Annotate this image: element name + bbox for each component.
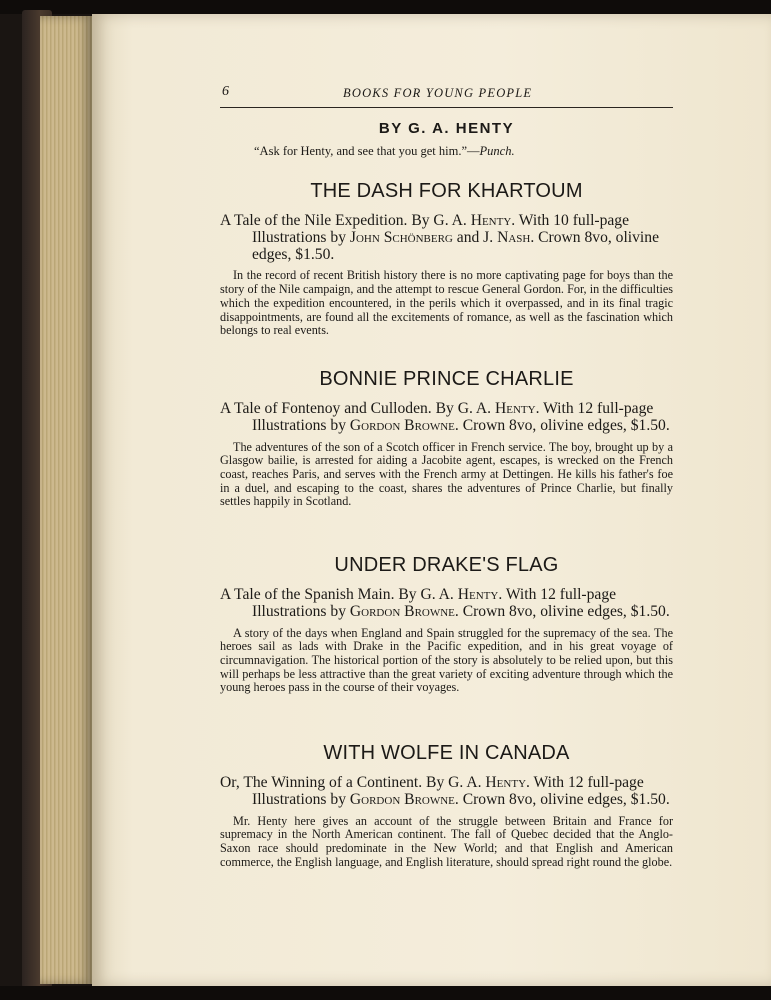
desc-text: . With 12 full-page Illustrations by — [252, 400, 654, 434]
book-entry — [220, 742, 673, 869]
page-number: 6 — [222, 84, 229, 99]
running-title: BOOKS FOR YOUNG PEOPLE — [343, 86, 533, 100]
desc-text: Or, The Winning of a Continent. By G. A. — [220, 774, 486, 791]
book-description — [220, 775, 673, 809]
desc-text: . Crown 8vo, olivine edges, $1.50. — [454, 602, 670, 620]
desc-text: . Crown 8vo, olivine edges, $1.50. — [252, 228, 659, 263]
desc-text: A Tale of the Nile Expedition. By G. A. — [220, 212, 471, 229]
quote-text: “Ask for Henty, and see that you get him.”— — [254, 144, 480, 158]
author-heading: BY G. A. HENTY — [378, 120, 515, 137]
book-synopsis: Mr. Henty here gives an account of the struggle between Britain and France for supremacy in the North American continent. The fall of Quebec decided that the Anglo-Saxon race should predominate in the New World; and that English and American commerce, the English language, and English literature, should spread right round the globe. — [220, 813, 673, 869]
book-synopsis: The adventures of the son of a Scotch officer in French service. The boy, brought up by a Glasgow bailie, is arrested for aiding a Jacobite agent, escapes, is wrecked on the French coast, reaches Paris, and serves with the French army at Dettingen. He kills his father's foe in a duel, and escaping to the coast, shares the adventures of Prince Charlie, but finally settles happily in Scotland. — [220, 439, 673, 509]
desc-text: . Crown 8vo, olivine edges, $1.50. — [454, 416, 670, 434]
quote-source: Punch. — [479, 144, 515, 158]
header-rule — [220, 107, 673, 108]
book-title: BONNIE PRINCE CHARLIE — [319, 368, 574, 390]
author-name: Henty — [457, 586, 499, 603]
author-name: Henty — [494, 400, 536, 417]
illustrator-name: Gordon Browne — [349, 416, 455, 434]
book-entry — [220, 368, 673, 509]
illustrator-name: Gordon Browne — [349, 602, 455, 620]
book-description — [220, 587, 673, 621]
running-head — [128, 84, 673, 108]
page-stack-edge — [40, 16, 92, 984]
illustrator-name: Gordon Browne — [349, 790, 455, 808]
desc-text: A Tale of the Spanish Main. By G. A. — [220, 586, 458, 603]
book-title: THE DASH FOR KHARTOUM — [310, 180, 583, 202]
book-entry — [220, 554, 673, 695]
desc-text: A Tale of Fontenoy and Culloden. By G. A. — [220, 400, 495, 417]
punch-quote — [254, 144, 515, 159]
desc-text: . With 12 full-page Illustrations by — [252, 774, 644, 808]
scan-bottom-edge — [0, 986, 771, 1000]
scan-top-edge — [0, 0, 771, 14]
illustrator-name: John Schönberg — [349, 228, 453, 246]
desc-text: . With 10 full-page Illustrations by — [252, 212, 630, 246]
book-synopsis: A story of the days when England and Spain struggled for the supremacy of the sea. The heroes sail as lads with Drake in the Pacific expedition, and in his great voyage of circumnavigation. The historical portion of the story is absolutely to be relied upon, but this will perhaps be less attractive than the great variety of exciting adventure through which the young heroes pass in the course of their voyages. — [220, 625, 673, 695]
book-entry — [220, 180, 673, 338]
illustrator-name: Nash — [497, 228, 531, 246]
book-description — [220, 213, 673, 263]
desc-text: . With 12 full-page Illustrations by — [252, 586, 617, 620]
desc-text: . Crown 8vo, olivine edges, $1.50. — [454, 790, 670, 808]
book-title: WITH WOLFE IN CANADA — [323, 742, 570, 764]
book-title: UNDER DRAKE'S FLAG — [334, 554, 559, 576]
book-description — [220, 401, 673, 435]
author-name: Henty — [470, 212, 512, 229]
desc-text: and J. — [452, 228, 498, 246]
author-name: Henty — [485, 774, 527, 791]
book-synopsis: In the record of recent British history there is no more captivating page for boys than the story of the Nile campaign, and the attempt to rescue General Gordon. For, in the difficulties which the expedition encountered, in the perils which it overpassed, and in its final tragic disappointments, are found all the excitements of romance, as well as the fascination which belongs to real events. — [220, 268, 673, 338]
